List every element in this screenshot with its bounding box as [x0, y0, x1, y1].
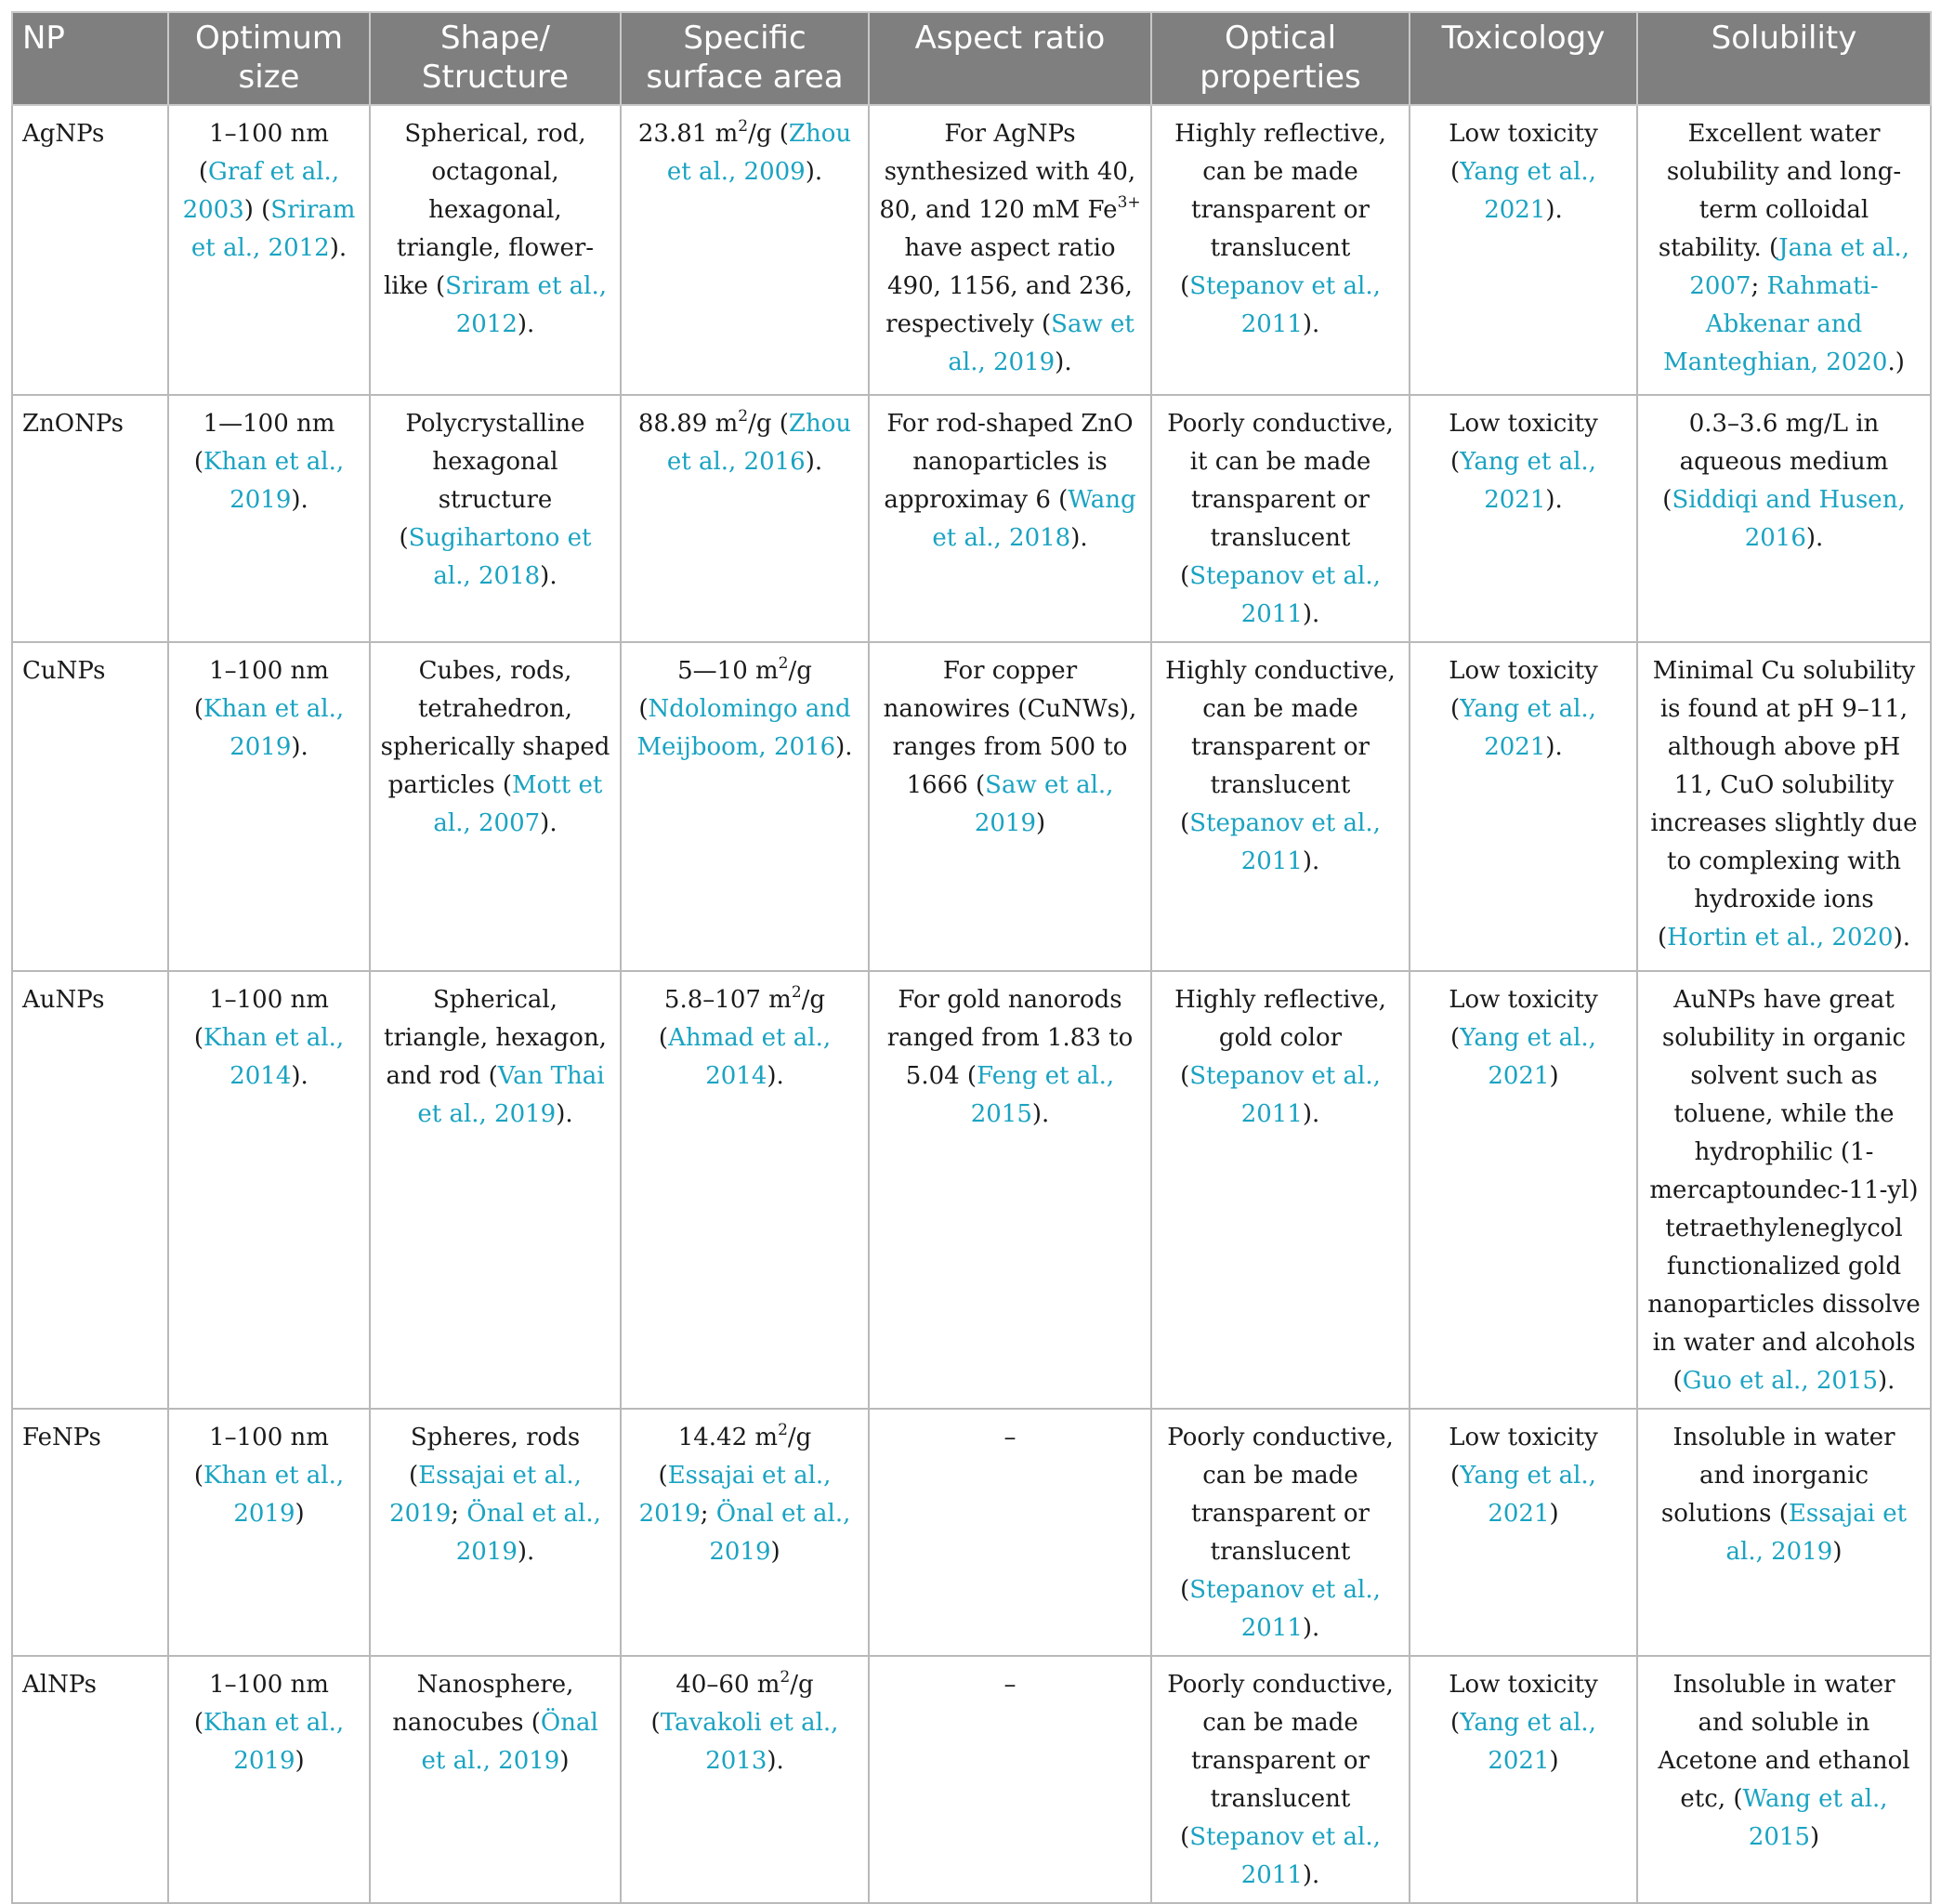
header-optimum-size: Optimum size: [168, 12, 370, 105]
citation-link[interactable]: Khan et al., 2019: [203, 695, 345, 761]
optimum-size-cell: [168, 395, 370, 642]
cell-text: 5—10 m: [677, 657, 779, 685]
citation-link[interactable]: Wang et al., 2018: [932, 486, 1136, 552]
citation-link[interactable]: Rahmati-Abkenar and Manteghian, 2020: [1663, 272, 1888, 376]
toxicology-cell: [1410, 105, 1637, 395]
toxicology-cell: [1410, 971, 1637, 1409]
cell-text: Poorly conductive, can be made transparent or translucent (: [1167, 1671, 1394, 1851]
optical-properties-cell: [1151, 105, 1410, 395]
optical-properties-cell: [1151, 395, 1410, 642]
cell-text: /g (: [638, 657, 812, 723]
cell-text: ).: [1302, 1861, 1320, 1889]
header-solubility: Solubility: [1637, 12, 1931, 105]
optimum-size-cell: [168, 642, 370, 971]
cell-text: /g (: [748, 120, 789, 148]
cell-text: Excellent water solubility and long-term colloidal stability. (: [1658, 120, 1902, 262]
cell-text: ).: [540, 809, 557, 837]
cell-text: ).: [767, 1062, 784, 1090]
cell-text: 40–60 m: [675, 1671, 780, 1699]
cell-text: have aspect ratio 490, 1156, and 236, respectively (: [885, 234, 1133, 338]
citation-link[interactable]: Van Thai et al., 2019: [417, 1062, 605, 1128]
citation-link[interactable]: Yang et al., 2021: [1460, 1462, 1596, 1528]
header-optical-properties: Optical properties: [1151, 12, 1410, 105]
cell-text: Cubes, rods, tetrahedron, spherically shaped particles (: [380, 657, 610, 799]
optical-properties-cell: [1151, 1409, 1410, 1656]
cell-text: Spherical, rod, octagonal, hexagonal, triangle, flower-like (: [383, 120, 595, 300]
cell-text: ).: [540, 562, 557, 590]
cell-text: ;: [1751, 272, 1767, 300]
citation-link[interactable]: Essajai et al., 2019: [1725, 1500, 1908, 1566]
citation-link[interactable]: Yang et al., 2021: [1460, 158, 1596, 224]
solubility-cell: [1637, 1409, 1931, 1656]
cell-text: /g (: [658, 1424, 812, 1490]
np-cell: AlNPs: [12, 1656, 168, 1903]
citation-link[interactable]: Sriram et al., 2012: [190, 196, 356, 262]
cell-text: For copper nanowires (CuNWs), ranges from 500 to 1666 (: [883, 657, 1137, 799]
superscript: 2: [778, 1421, 788, 1439]
cell-text: Low toxicity (: [1449, 986, 1598, 1052]
table-row: [12, 105, 1931, 395]
cell-text: ).: [517, 310, 535, 338]
cell-text: /g (: [748, 410, 789, 438]
aspect-ratio-cell: –: [869, 1656, 1151, 1903]
citation-link[interactable]: Wang et al., 2015: [1742, 1785, 1888, 1851]
citation-link[interactable]: Feng et al., 2015: [970, 1062, 1115, 1128]
cell-text: ).: [329, 234, 348, 262]
aspect-ratio-cell: [869, 395, 1151, 642]
np-cell: ZnONPs: [12, 395, 168, 642]
cell-text: Highly reflective, gold color (: [1174, 986, 1386, 1090]
aspect-ratio-cell: [869, 971, 1151, 1409]
solubility-cell: [1637, 105, 1931, 395]
optimum-size-cell: [168, 105, 370, 395]
citation-link[interactable]: Yang et al., 2021: [1460, 1709, 1596, 1775]
cell-text: ;: [451, 1500, 467, 1528]
superscript: 2: [778, 654, 789, 673]
toxicology-cell: [1410, 1656, 1637, 1903]
specific-surface-area-cell: [621, 395, 869, 642]
cell-text: 88.89 m: [637, 410, 739, 438]
cell-text: ).: [291, 733, 308, 761]
cell-text: ).: [1545, 196, 1563, 224]
cell-text: ): [559, 1747, 570, 1775]
optimum-size-cell: [168, 971, 370, 1409]
cell-text: ).: [556, 1100, 573, 1128]
cell-text: Insoluble in water and soluble in Acetone and ethanol etc, (: [1658, 1671, 1910, 1813]
cell-text: ).: [1545, 733, 1563, 761]
cell-text: Nanosphere, nanocubes (: [392, 1671, 574, 1737]
citation-link[interactable]: Stepanov et al., 2011: [1189, 1062, 1381, 1128]
toxicology-cell: [1410, 1409, 1637, 1656]
shape-structure-cell: [370, 1656, 621, 1903]
cell-text: ).: [1805, 524, 1824, 552]
cell-text: ).: [291, 486, 308, 514]
shape-structure-cell: [370, 642, 621, 971]
header-shape-structure: Shape/ Structure: [370, 12, 621, 105]
cell-text: 1–100 nm (: [198, 120, 329, 186]
citation-link[interactable]: Siddiqi and Husen, 2016: [1672, 486, 1906, 552]
cell-text: ).: [1545, 486, 1563, 514]
cell-text: 14.42 m: [677, 1424, 779, 1451]
np-cell: AuNPs: [12, 971, 168, 1409]
cell-text: ).: [1302, 847, 1320, 875]
citation-link[interactable]: Mott et al., 2007: [433, 771, 603, 837]
superscript: 2: [780, 1668, 791, 1687]
table-body: [12, 105, 1931, 1903]
citation-link[interactable]: Stepanov et al., 2011: [1189, 1576, 1381, 1642]
specific-surface-area-cell: [621, 642, 869, 971]
cell-text: Polycrystalline hexagonal structure (: [399, 410, 585, 552]
solubility-cell: [1637, 971, 1931, 1409]
cell-text: ).: [517, 1538, 535, 1566]
specific-surface-area-cell: [621, 1409, 869, 1656]
citation-link[interactable]: Zhou et al., 2009: [666, 120, 852, 186]
nanoparticle-properties-table: [11, 11, 1932, 1904]
cell-text: ).: [1302, 600, 1320, 628]
optical-properties-cell: [1151, 1656, 1410, 1903]
cell-text: For gold nanorods ranged from 1.83 to 5.04 (: [886, 986, 1134, 1090]
cell-text: Spherical, triangle, hexagon, and rod (: [384, 986, 607, 1090]
table-row: [12, 971, 1931, 1409]
cell-text: 1–100 nm (: [193, 657, 329, 723]
citation-link[interactable]: Stepanov et al., 2011: [1189, 562, 1381, 628]
cell-text: 1—100 nm (: [193, 410, 335, 476]
cell-text: ).: [1302, 310, 1320, 338]
cell-text: ): [770, 1538, 780, 1566]
toxicology-cell: [1410, 395, 1637, 642]
cell-text: /g (: [650, 1671, 814, 1737]
aspect-ratio-cell: –: [869, 1409, 1151, 1656]
superscript: 2: [791, 983, 802, 1002]
cell-text: ).: [1302, 1614, 1320, 1642]
citation-link[interactable]: Sugihartono et al., 2018: [408, 524, 592, 590]
shape-structure-cell: [370, 395, 621, 642]
cell-text: Low toxicity (: [1449, 1671, 1598, 1737]
table-row: [12, 1409, 1931, 1656]
cell-text: 5.8–107 m: [663, 986, 792, 1014]
header-specific-surface-area: Specific surface area: [621, 12, 869, 105]
cell-text: ).: [835, 733, 853, 761]
aspect-ratio-cell: [869, 642, 1151, 971]
citation-link[interactable]: Saw et al., 2019: [974, 771, 1114, 837]
cell-text: For rod-shaped ZnO nanoparticles is approximay 6 (: [884, 410, 1134, 514]
citation-link[interactable]: Yang et al., 2021: [1460, 1024, 1596, 1090]
shape-structure-cell: [370, 1409, 621, 1656]
cell-text: ): [1549, 1062, 1559, 1090]
toxicology-cell: [1410, 642, 1637, 971]
specific-surface-area-cell: [621, 105, 869, 395]
cell-text: ).: [1878, 1367, 1895, 1395]
cell-text: AuNPs have great solubility in organic solvent such as toluene, while the hydrophilic (1-mercaptoundec-11-yl) tetraethyleneglycol functionalized gold nanoparticles dissolve in water and alcohols (: [1647, 986, 1921, 1395]
cell-text: ): [1036, 809, 1046, 837]
citation-link[interactable]: Stepanov et al., 2011: [1189, 1823, 1381, 1889]
header-row: [12, 12, 1931, 105]
cell-text: 1–100 nm (: [193, 1671, 329, 1737]
citation-link[interactable]: Graf et al., 2003: [182, 158, 340, 224]
cell-text: Poorly conductive, can be made transparent or translucent (: [1167, 1424, 1394, 1604]
specific-surface-area-cell: [621, 1656, 869, 1903]
cell-text: Minimal Cu solubility is found at pH 9–11, although above pH 11, CuO solubility increases slightly due to complexing with hydroxide ions (: [1650, 657, 1918, 952]
cell-text: ): [1810, 1823, 1820, 1851]
cell-text: Spheres, rods (: [409, 1424, 581, 1490]
optimum-size-cell: [168, 1409, 370, 1656]
header-toxicology: Toxicology: [1410, 12, 1637, 105]
citation-link[interactable]: Khan et al., 2019: [203, 1709, 345, 1775]
cell-text: ).: [805, 448, 823, 476]
cell-text: For AgNPs synthesized with 40, 80, and 120 mM Fe: [879, 120, 1136, 224]
cell-text: Low toxicity (: [1449, 120, 1598, 186]
citation-link[interactable]: Önal et al., 2019: [421, 1709, 598, 1775]
cell-text: 23.81 m: [637, 120, 739, 148]
cell-text: ).: [1893, 924, 1910, 952]
header-aspect-ratio: Aspect ratio: [869, 12, 1151, 105]
citation-link[interactable]: Jana et al., 2007: [1689, 234, 1910, 300]
cell-text: ): [1832, 1538, 1843, 1566]
citation-link[interactable]: Ndolomingo and Meijboom, 2016: [636, 695, 851, 761]
cell-text: ): [295, 1500, 305, 1528]
cell-text: ;: [700, 1500, 716, 1528]
citation-link[interactable]: Guo et al., 2015: [1682, 1367, 1879, 1395]
cell-text: /g (: [658, 986, 826, 1052]
table-row: [12, 642, 1931, 971]
citation-link[interactable]: Saw et al., 2019: [948, 310, 1134, 376]
citation-link[interactable]: Essajai et al., 2019: [389, 1462, 582, 1528]
cell-text: Poorly conductive, it can be made transparent or translucent (: [1167, 410, 1394, 590]
aspect-ratio-cell: [869, 105, 1151, 395]
citation-link[interactable]: Yang et al., 2021: [1460, 448, 1596, 514]
optical-properties-cell: [1151, 971, 1410, 1409]
cell-text: ) (: [243, 196, 271, 224]
cell-text: ).: [1070, 524, 1088, 552]
superscript: 2: [738, 117, 749, 136]
citation-link[interactable]: Hortin et al., 2020: [1667, 924, 1894, 952]
np-cell: CuNPs: [12, 642, 168, 971]
solubility-cell: [1637, 1656, 1931, 1903]
cell-text: Highly reflective, can be made transparent or translucent (: [1174, 120, 1386, 300]
cell-text: Low toxicity (: [1449, 657, 1598, 723]
citation-link[interactable]: Stepanov et al., 2011: [1189, 272, 1381, 338]
cell-text: Insoluble in water and inorganic solutions (: [1660, 1424, 1895, 1528]
citation-link[interactable]: Yang et al., 2021: [1460, 695, 1596, 761]
cell-text: Low toxicity (: [1449, 410, 1598, 476]
cell-text: ).: [805, 158, 823, 186]
cell-text: .): [1887, 348, 1905, 376]
cell-text: 0.3–3.6 mg/L in aqueous medium (: [1662, 410, 1889, 514]
solubility-cell: [1637, 395, 1931, 642]
superscript: 3+: [1117, 193, 1141, 212]
citation-link[interactable]: Önal et al., 2019: [455, 1500, 601, 1566]
citation-link[interactable]: Önal et al., 2019: [709, 1500, 851, 1566]
optimum-size-cell: [168, 1656, 370, 1903]
solubility-cell: [1637, 642, 1931, 971]
citation-link[interactable]: Khan et al., 2014: [203, 1024, 345, 1090]
cell-text: ): [1549, 1500, 1559, 1528]
citation-link[interactable]: Essajai et al., 2019: [638, 1462, 832, 1528]
header-np: NP: [12, 12, 168, 105]
cell-text: 1–100 nm (: [193, 1424, 329, 1490]
np-cell: FeNPs: [12, 1409, 168, 1656]
cell-text: ).: [1302, 1100, 1320, 1128]
citation-link[interactable]: Stepanov et al., 2011: [1189, 809, 1381, 875]
citation-link[interactable]: Khan et al., 2019: [203, 1462, 345, 1528]
citation-link[interactable]: Ahmad et al., 2014: [668, 1024, 832, 1090]
citation-link[interactable]: Zhou et al., 2016: [666, 410, 852, 476]
shape-structure-cell: [370, 105, 621, 395]
cell-text: ).: [1031, 1100, 1050, 1128]
np-cell: AgNPs: [12, 105, 168, 395]
citation-link[interactable]: Tavakoli et al., 2013: [660, 1709, 839, 1775]
specific-surface-area-cell: [621, 971, 869, 1409]
shape-structure-cell: [370, 971, 621, 1409]
cell-text: Highly conductive, can be made transparent or translucent (: [1165, 657, 1396, 837]
cell-text: Low toxicity (: [1449, 1424, 1598, 1490]
cell-text: ).: [767, 1747, 784, 1775]
citation-link[interactable]: Sriram et al., 2012: [445, 272, 608, 338]
cell-text: ): [295, 1747, 305, 1775]
cell-text: ).: [1055, 348, 1072, 376]
table-header: [12, 12, 1931, 105]
cell-text: ): [1549, 1747, 1559, 1775]
citation-link[interactable]: Khan et al., 2019: [203, 448, 345, 514]
table-row: [12, 1656, 1931, 1903]
table-row: [12, 395, 1931, 642]
cell-text: 1–100 nm (: [193, 986, 329, 1052]
optical-properties-cell: [1151, 642, 1410, 971]
superscript: 2: [738, 407, 749, 426]
cell-text: ).: [291, 1062, 308, 1090]
